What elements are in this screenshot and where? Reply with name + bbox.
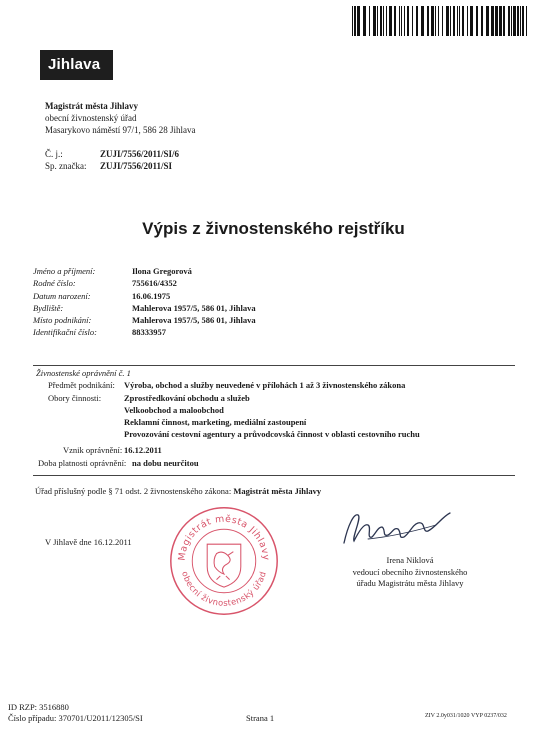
permit-origin-label: Vznik oprávnění: [63,445,123,455]
field-value: 755616/4352 [132,278,177,289]
permit-field-item: Reklamní činnost, marketing, mediální zastoupení [124,417,307,427]
permit-heading: Živnostenské oprávnění č. 1 [36,368,131,378]
office-name: Magistrát města Jihlavy [45,101,138,111]
ref-value: ZUJI/7556/2011/SI/6 [100,149,180,159]
field-value: 16.06.1975 [132,290,171,301]
ref-label: Č. j.: [45,149,63,159]
field-label: Identifikační číslo: [33,327,97,338]
office-street: Masarykovo náměstí 97/1, 586 28 Jihlava [45,125,196,135]
authority-line [35,486,321,496]
handwritten-signature [338,503,454,551]
footer-page-number: Strana 1 [246,713,275,723]
svg-text:obecní živnostenský úřad: obecní živnostenský úřad [180,570,268,608]
ref-value: ZUJI/7556/2011/SI [100,161,173,171]
footer-ids [8,702,143,724]
permit-fields-label: Obory činnosti: [48,393,102,403]
signer-role: úřadu Magistrátu města Jihlavy [356,578,464,588]
authority-name: Magistrát města Jihlavy [233,486,322,496]
field-value: 88333957 [132,327,166,338]
svg-text:Magistrát města Jihlavy: Magistrát města Jihlavy [176,513,272,562]
field-value: Mahlerova 1957/5, 586 01, Jihlava [132,302,256,313]
field-value: Ilona Gregorová [132,266,192,276]
permit-subject-value: Výroba, obchod a služby neuvedené v přílohách 1 až 3 živnostenského zákona [124,380,406,390]
office-department: obecní živnostenský úřad [45,113,137,123]
permit-field-item: Velkoobchod a maloobchod [124,405,224,415]
signer-role: vedoucí obecního živnostenského [352,566,468,577]
permit-validity-value: na dobu neurčitou [132,458,199,468]
footer-id-rzp: ID RZP: 3516880 [8,702,69,712]
footer-form-code: ZIV 2.0y031/1020 VYP 0237/032 [425,713,507,719]
place-date: V Jihlavě dne 16.12.2011 [45,537,132,547]
field-label: Bydliště: [33,302,64,313]
permit-origin-value: 16.12.2011 [124,445,162,455]
city-logo: Jihlava [40,50,113,80]
field-label: Rodné číslo: [33,278,76,289]
barcode [352,6,527,36]
permit-validity-label: Doba platnosti oprávnění: [38,458,127,468]
permit-field-item: Zprostředkování obchodu a služeb [124,393,250,403]
signer-block [330,555,490,590]
field-label: Datum narození: [33,290,91,301]
field-value: Mahlerova 1957/5, 586 01, Jihlava [132,315,256,326]
permit-field-item: Provozování cestovní agentury a průvodcovská činnost v oblasti cestovního ruchu [124,429,420,439]
official-stamp [168,505,280,617]
footer-case-number: Číslo případu: 370701/U2011/12305/SI [8,713,143,723]
field-label: Místo podnikání: [33,315,92,326]
signer-name: Irena Niklová [386,555,434,565]
office-address [45,100,195,136]
divider [33,475,515,476]
authority-prefix: Úřad příslušný podle § 71 odst. 2 živnostenského zákona: [35,486,232,496]
permit-subject-label: Předmět podnikání: [48,380,115,390]
divider [33,365,515,366]
ref-label: Sp. značka: [45,161,87,171]
document-title: Výpis z živnostenského rejstříku [142,219,405,238]
field-label: Jméno a příjmení: [33,266,96,276]
